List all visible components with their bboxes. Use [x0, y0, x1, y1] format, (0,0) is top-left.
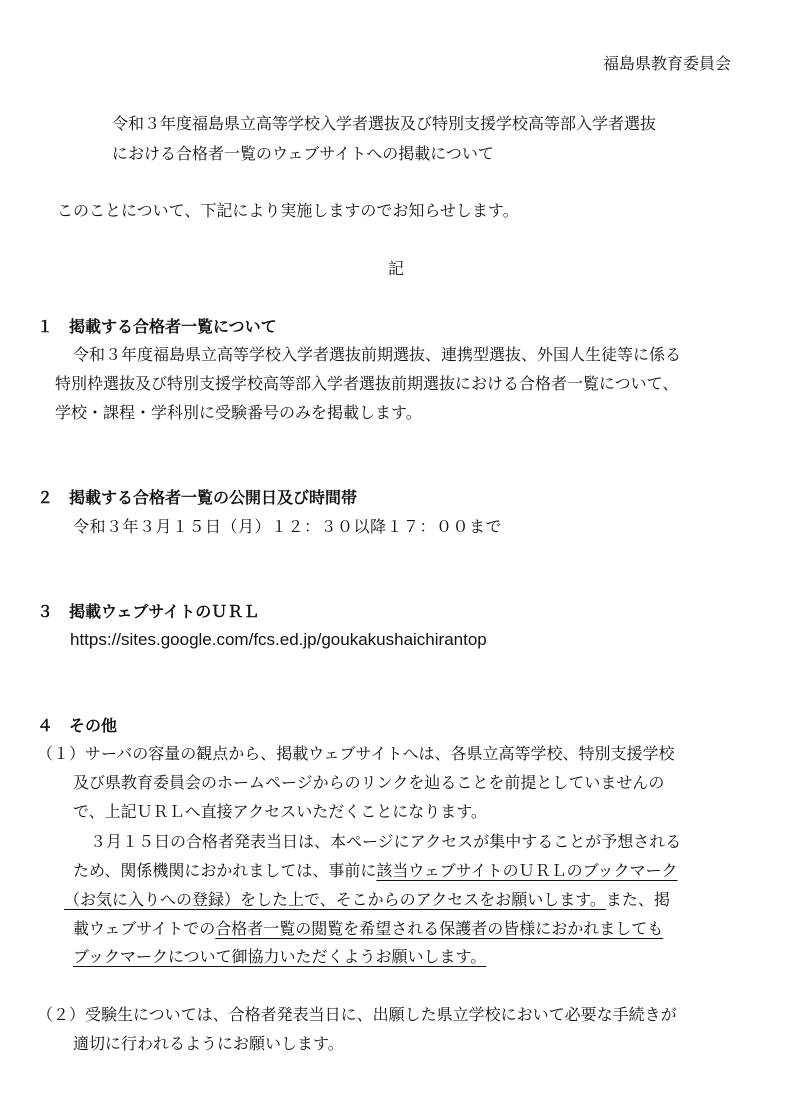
- issuer: 福島県教育委員会: [603, 54, 732, 73]
- section2-heading: ２ 掲載する合格者一覧の公開日及び時間帯: [37, 488, 358, 507]
- section4-heading: ４ その他: [37, 716, 118, 735]
- ki-mark: 記: [388, 259, 405, 278]
- item1-line-4: ３月１５日の合格者発表当日は、本ページにアクセスが集中することが予想される: [90, 832, 682, 851]
- section1-heading: １ 掲載する合格者一覧について: [37, 317, 277, 336]
- item1-line-5-underlined: 該当ウェブサイトのＵＲＬのブックマーク: [376, 861, 678, 880]
- item1-line-7: [73, 919, 663, 939]
- item1-line-5-plain: ため、関係機関におかれましては、事前に: [73, 861, 377, 880]
- item2-line-2: 適切に行われるようにお願いします。: [73, 1034, 344, 1053]
- title-line-2: における合格者一覧のウェブサイトへの掲載について: [112, 144, 494, 163]
- title-line-1: 令和３年度福島県立高等学校入学者選抜及び特別支援学校高等部入学者選抜: [112, 114, 657, 133]
- item2-line-1: （２）受験生については、合格者発表当日に、出願した県立学校において必要な手続きが: [37, 1005, 677, 1024]
- intro-text: このことについて、下記により実施しますのでお知らせします。: [57, 201, 519, 220]
- item1-line-6: [64, 890, 670, 910]
- item1-line-6-plain: また、掲: [605, 890, 670, 909]
- section3-heading: ３ 掲載ウェブサイトのＵＲＬ: [37, 602, 260, 621]
- item1-line-1: （１）サーバの容量の観点から、掲載ウェブサイトへは、各県立高等学校、特別支援学校: [37, 744, 675, 763]
- item1-line-5: [73, 861, 678, 881]
- section1-body-line-1: 令和３年度福島県立高等学校入学者選抜前期選抜、連携型選抜、外国人生徒等に係る: [73, 345, 682, 364]
- section1-body-line-2: 特別枠選抜及び特別支援学校高等部入学者選抜前期選抜における合格者一覧について、: [55, 374, 679, 393]
- item1-line-6-underlined: （お気に入りへの登録）をした上で、そこからのアクセスをお願いします。: [64, 890, 606, 909]
- website-url[interactable]: https://sites.google.com/fcs.ed.jp/goukakushaichirantop: [70, 630, 487, 649]
- item1-line-2: 及び県教育委員会のホームページからのリンクを辿ることを前提としていませんの: [73, 773, 665, 792]
- item1-line-7-plain: 載ウェブサイトでの: [73, 919, 216, 938]
- item1-line-8-underlined: ブックマークについて御協力いただくようお願いします。: [73, 947, 487, 966]
- item1-line-7-underlined: 合格者一覧の閲覧を希望される保護者の皆様におかれましても: [215, 919, 664, 938]
- item1-line-3: で、上記ＵＲＬへ直接アクセスいただくことになります。: [73, 802, 487, 821]
- item1-line-8: [73, 947, 486, 967]
- section1-body-line-3: 学校・課程・学科別に受験番号のみを掲載します。: [55, 403, 422, 422]
- section2-body: 令和３年３月１５日（月）１２：３０以降１７：００まで: [73, 517, 503, 536]
